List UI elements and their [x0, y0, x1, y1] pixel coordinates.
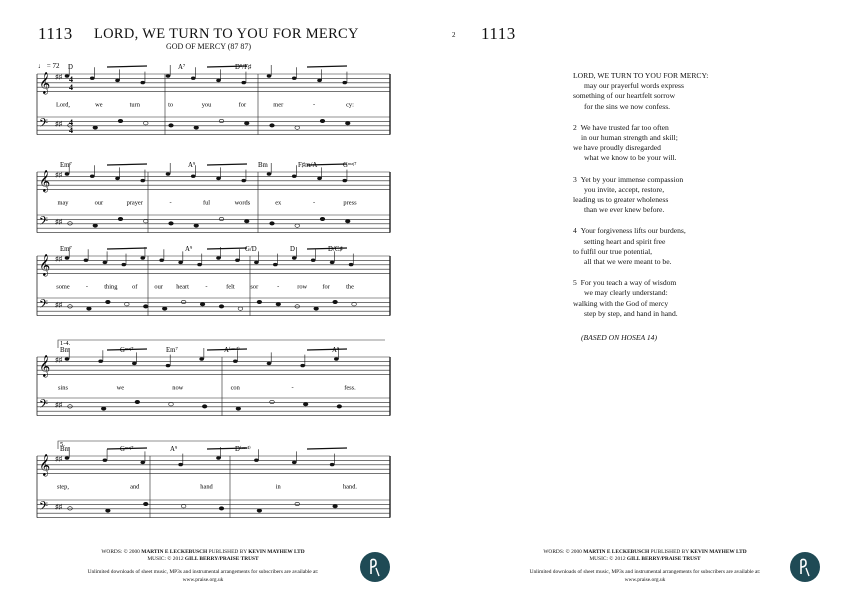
chord-symbol: D⁹/F♯ [235, 64, 252, 71]
note-beam [207, 164, 247, 165]
lyric-syllable: now [172, 384, 184, 392]
note-head [320, 217, 325, 220]
note-head [295, 224, 300, 227]
lyric-syllable: to [168, 101, 174, 109]
note-head [292, 256, 297, 259]
note-head [122, 263, 127, 266]
verse-line: what we know to be your will. [584, 153, 677, 163]
note-head [202, 405, 207, 408]
source-note: (BASED ON HOSEA 14) [581, 333, 657, 343]
note-head [65, 256, 70, 259]
treble-clef-icon: 𝄞 [39, 254, 51, 276]
note-head [194, 224, 199, 227]
lyric-syllable: in [275, 483, 281, 491]
stanza-5 [573, 278, 813, 319]
words-mid: PUBLISHED BY [649, 549, 691, 555]
chord-symbol: Gᵐᵃʲ⁷ [120, 347, 134, 354]
volta-bracket [58, 441, 240, 449]
note-head [194, 126, 199, 129]
praise-logo [360, 552, 390, 582]
note-head [68, 507, 73, 510]
lyric-syllable: - [169, 199, 172, 207]
note-head [166, 364, 171, 367]
note-head [233, 360, 238, 363]
note-head [118, 217, 123, 220]
music-holder: GILL BERRY/PRAISE TRUST [184, 556, 259, 563]
downloads-note: Unlimited downloads of sheet music, MP3s and instrumental arrangements for subscribers are available at: [87, 569, 319, 576]
lyric-syllable: turn [129, 101, 140, 109]
note-head [143, 220, 148, 223]
note-head [159, 259, 164, 262]
note-head [345, 220, 350, 223]
note-head [178, 261, 183, 264]
lyric-syllable: for [238, 101, 247, 109]
verse-line: may our prayerful words express [584, 81, 684, 91]
note-head [244, 122, 249, 125]
chord-symbol: A⁹ [332, 347, 340, 354]
words-publisher: KEVIN MAYHEW LTD [690, 549, 747, 555]
site-link[interactable]: www.praise.org.uk [182, 576, 224, 583]
lyric-syllable: the [346, 283, 354, 291]
note-head [267, 362, 272, 365]
staff-lines [37, 65, 390, 518]
lyric-syllable: fess. [344, 384, 356, 392]
note-head [65, 172, 70, 175]
key-signature-icon: ♯♯ [55, 401, 62, 409]
lyric-syllable: press [343, 199, 357, 207]
tempo-marking: ♩ = 72 [38, 62, 60, 70]
note-head [295, 305, 300, 308]
note-head [219, 507, 224, 510]
lyric-syllable: for [322, 283, 330, 291]
verse-line: setting heart and spirit free [584, 236, 666, 246]
lyric-syllable: - [313, 101, 316, 109]
bass-clef-icon: 𝄢 [39, 215, 49, 231]
chord-symbol: A⁹ [185, 246, 193, 253]
note-head [244, 220, 249, 223]
note-head [115, 177, 120, 180]
note-head [103, 459, 108, 462]
note-beam [307, 349, 347, 350]
note-head [169, 124, 174, 127]
lyric-syllable: Lord, [55, 101, 71, 109]
bass-clef-icon: 𝄢 [39, 398, 49, 414]
note-head [90, 175, 95, 178]
key-signature-icon: ♯♯ [55, 503, 62, 511]
lyric-syllable: - [205, 283, 208, 291]
note-head [103, 261, 108, 264]
verse-number: 2 [573, 122, 577, 132]
chord-symbol: A⁷ [178, 64, 186, 71]
note-head [295, 502, 300, 505]
stanza-3 [573, 175, 813, 216]
note-beam [107, 66, 147, 67]
lyric-syllable: - [277, 283, 280, 291]
stanza-2 [573, 123, 813, 164]
verse-line: step by step, and hand in hand. [584, 308, 678, 318]
chord-symbol: A⁹ [188, 162, 196, 169]
note-head [317, 177, 322, 180]
lyric-syllable: - [85, 283, 88, 291]
note-head [65, 357, 70, 360]
note-head [101, 407, 106, 410]
lyric-syllable: con [230, 384, 240, 392]
note-head [181, 300, 186, 303]
bass-clef-icon: 𝄢 [39, 298, 49, 314]
note-head [115, 79, 120, 82]
verse-line: in our human strength and skill; [581, 133, 678, 143]
verse-line: We have trusted far too often [580, 122, 669, 132]
note-head [166, 74, 171, 77]
note-head [169, 222, 174, 225]
note-head [342, 179, 347, 182]
bass-clef-icon: 𝄢 [39, 500, 49, 516]
verse-text [573, 71, 813, 343]
note-head [352, 303, 357, 306]
praise-logo-icon [790, 552, 820, 582]
lyric-syllable: our [154, 283, 163, 291]
note-head [236, 407, 241, 410]
note-head [345, 122, 350, 125]
verse-line: Your forgiveness lifts our burdens, [580, 226, 686, 236]
hymn-title: LORD, WE TURN TO YOU FOR MERCY [94, 26, 359, 42]
note-head [68, 222, 73, 225]
lyric-syllable: sins [58, 384, 68, 392]
note-head [140, 179, 145, 182]
footer-left [28, 549, 378, 584]
note-head [90, 77, 95, 80]
key-signature-icon: ♯♯ [55, 73, 62, 81]
music-prefix: MUSIC: © 2012 [147, 556, 185, 563]
lyric-syllable: prayer [126, 199, 143, 207]
note-head [197, 263, 202, 266]
note-head [333, 505, 338, 508]
lyric-syllable: hand [200, 483, 213, 491]
time-signature: 4 [69, 75, 73, 84]
note-head [334, 357, 339, 360]
note-head [254, 459, 259, 462]
note-head [241, 179, 246, 182]
note-beam [307, 66, 347, 67]
verse-number: 3 [573, 174, 577, 184]
verse-line: you invite, accept, restore, [584, 184, 665, 194]
note-head [106, 300, 111, 303]
note-head [191, 77, 196, 80]
chord-symbol: Em⁷ [60, 162, 72, 169]
lyric-syllable: cy: [346, 101, 354, 109]
verse-line: we have proudly disregarded [573, 143, 661, 153]
lyric-syllable: of [132, 283, 138, 291]
note-head [292, 461, 297, 464]
time-signature: 4 [69, 126, 73, 135]
key-signature-icon: ♯♯ [55, 120, 62, 128]
time-signature: 4 [69, 83, 73, 92]
key-signature-icon: ♯♯ [55, 455, 62, 463]
chord-symbol: A⁹ [170, 446, 178, 453]
verse-line: than we ever knew before. [584, 205, 665, 215]
note-head [241, 81, 246, 84]
verse-line: for the sins we now confess. [584, 101, 671, 111]
chord-symbol: Em⁷ [166, 347, 178, 354]
hymn-number: 1113 [38, 24, 73, 43]
site-link[interactable]: www.praise.org.uk [624, 576, 666, 583]
words-prefix: WORDS: © 2000 [543, 549, 584, 555]
note-head [219, 119, 224, 122]
note-head [93, 224, 98, 227]
note-head [140, 81, 145, 84]
note-head [118, 119, 123, 122]
chord-symbol: A⁽ˢᵘˢ⁴⁾ [224, 347, 240, 354]
note-head [219, 305, 224, 308]
note-head [270, 222, 275, 225]
key-signature-icon: ♯♯ [55, 301, 62, 309]
lyric-syllable: - [313, 199, 316, 207]
lyric-syllable: felt [226, 283, 235, 291]
volta-label-1: 1-4. [60, 340, 71, 347]
chord-symbol: Bm [60, 446, 70, 453]
note-head [333, 300, 338, 303]
note-head [349, 263, 354, 266]
note-head [342, 81, 347, 84]
verse-line: we may clearly understand: [584, 288, 668, 298]
note-head [235, 259, 240, 262]
stanza-4 [573, 226, 813, 267]
lyric-syllable: and [130, 483, 140, 491]
verse-number: 5 [573, 278, 577, 288]
note-head [68, 305, 73, 308]
note-head [254, 261, 259, 264]
music-prefix: MUSIC: © 2012 [589, 556, 627, 563]
note-head [143, 122, 148, 125]
lyric-syllable: our [94, 199, 104, 207]
key-signature-icon: ♯♯ [55, 171, 62, 179]
key-signature-icon: ♯♯ [55, 255, 62, 263]
lyric-syllable: may [57, 199, 69, 207]
chord-symbol: Gᵐᵃʲ⁷ [343, 162, 357, 169]
volta-label-2: 5. [60, 441, 65, 448]
verse-line: walking with the God of mercy [573, 298, 669, 308]
treble-clef-icon: 𝄞 [39, 355, 51, 377]
note-beam [307, 448, 347, 449]
note-head [295, 126, 300, 129]
words-author: MARTIN E LECKEBUSCH [583, 549, 650, 555]
downloads-note: Unlimited downloads of sheet music, MP3s and instrumental arrangements for subscribers are available at: [529, 569, 761, 576]
words-publisher: KEVIN MAYHEW LTD [248, 549, 305, 555]
lyric-syllable: thing [104, 283, 118, 291]
chord-symbol: G/D [245, 246, 257, 253]
lyric-syllable: some [56, 283, 70, 291]
note-head [257, 300, 262, 303]
note-head [216, 79, 221, 82]
verse-line: Yet by your immense compassion [580, 174, 684, 184]
lyric-syllable: you [201, 101, 212, 109]
note-head [132, 362, 137, 365]
note-head [162, 307, 167, 310]
verse-line: leading us to greater wholeness [573, 195, 669, 205]
note-head [300, 364, 305, 367]
note-head [98, 360, 103, 363]
note-head [140, 461, 145, 464]
page-marker: 2 [452, 31, 456, 39]
time-signature: 4 [69, 118, 73, 127]
note-head [216, 456, 221, 459]
hymn-number-right: 1113 [481, 24, 516, 43]
lyric-syllable: ex [275, 199, 282, 207]
verse-line: something of our heartfelt sorrow [573, 91, 676, 101]
lyric-syllable: row [297, 283, 308, 291]
note-head [169, 403, 174, 406]
note-head [273, 263, 278, 266]
treble-clef-icon: 𝄞 [39, 170, 51, 192]
treble-clef-icon: 𝄞 [39, 72, 51, 94]
note-head [216, 177, 221, 180]
note-head [270, 124, 275, 127]
note-head [68, 405, 73, 408]
verse-number: 4 [573, 226, 577, 236]
music-holder: GILL BERRY/PRAISE TRUST [626, 556, 701, 563]
praise-logo-icon [360, 552, 390, 582]
note-head [292, 77, 297, 80]
verse-line: LORD, WE TURN TO YOU FOR MERCY: [573, 71, 709, 80]
lyric-syllable: heart [176, 283, 189, 291]
key-signature-icon: ♯♯ [55, 356, 62, 364]
verse-line: all that we were meant to be. [584, 257, 672, 267]
lyric-syllable: hand. [342, 483, 358, 491]
lyric-syllable: step, [57, 483, 69, 491]
note-head [84, 259, 89, 262]
note-beam [207, 248, 247, 249]
note-beam [107, 248, 147, 249]
tune-name: GOD OF MERCY (87 87) [166, 42, 252, 51]
lyric-syllable: we [116, 384, 125, 392]
note-head [330, 463, 335, 466]
praise-logo-right [790, 552, 820, 582]
lyric-syllable: mer [273, 101, 284, 109]
note-head [191, 175, 196, 178]
note-head [65, 456, 70, 459]
note-head [178, 463, 183, 466]
note-head [267, 172, 272, 175]
note-head [143, 502, 148, 505]
note-head [125, 303, 130, 306]
note-head [238, 307, 243, 310]
lyric-syllable: sor [250, 283, 259, 291]
verse-line: to fulfil our true potential, [573, 246, 653, 256]
note-head [200, 303, 205, 306]
note-head [320, 119, 325, 122]
note-head [135, 400, 140, 403]
note-head [337, 405, 342, 408]
note-head [166, 172, 171, 175]
note-head [303, 403, 308, 406]
chord-symbol: D [290, 246, 295, 253]
lyric-syllable: we [95, 101, 103, 109]
lyric-syllable: words [234, 199, 251, 207]
chord-symbol: Bm [60, 347, 70, 354]
note-head [87, 307, 92, 310]
lyric-syllable: ful [202, 199, 211, 207]
note-head [199, 357, 204, 360]
note-head [317, 79, 322, 82]
chord-symbol: Bm [258, 162, 268, 169]
chord-symbol: Gᵐᵃʲ⁷ [120, 446, 134, 453]
verse-line: For you teach a way of wisdom [580, 278, 677, 288]
chord-symbol: Em⁷ [60, 246, 72, 253]
note-head [276, 303, 281, 306]
note-head [65, 74, 70, 77]
bass-clef-icon: 𝄢 [39, 117, 49, 133]
note-head [181, 505, 186, 508]
chord-symbol: D [68, 64, 73, 71]
stanza-1 [573, 71, 813, 112]
words-mid: PUBLISHED BY [207, 549, 249, 555]
note-head [257, 509, 262, 512]
note-head [270, 400, 275, 403]
note-head [143, 305, 148, 308]
note-head [314, 307, 319, 310]
key-signature-icon: ♯♯ [55, 218, 62, 226]
note-beam [107, 164, 147, 165]
words-author: MARTIN E LECKEBUSCH [141, 549, 208, 555]
note-head [106, 509, 111, 512]
note-head [216, 256, 221, 259]
note-head [330, 261, 335, 264]
footer-right [470, 549, 820, 584]
words-prefix: WORDS: © 2000 [101, 549, 142, 555]
chord-symbol: D/C♯ [328, 246, 343, 253]
lyric-syllable: - [291, 384, 294, 392]
note-head [140, 256, 145, 259]
treble-clef-icon: 𝄞 [39, 454, 51, 476]
note-head [219, 217, 224, 220]
note-head [267, 74, 272, 77]
chord-symbol: D⁽ˢᵘˢ⁴⁾ [235, 446, 251, 453]
note-head [292, 175, 297, 178]
note-head [311, 259, 316, 262]
note-head [93, 126, 98, 129]
chord-symbol: F♯m/A [298, 162, 318, 169]
